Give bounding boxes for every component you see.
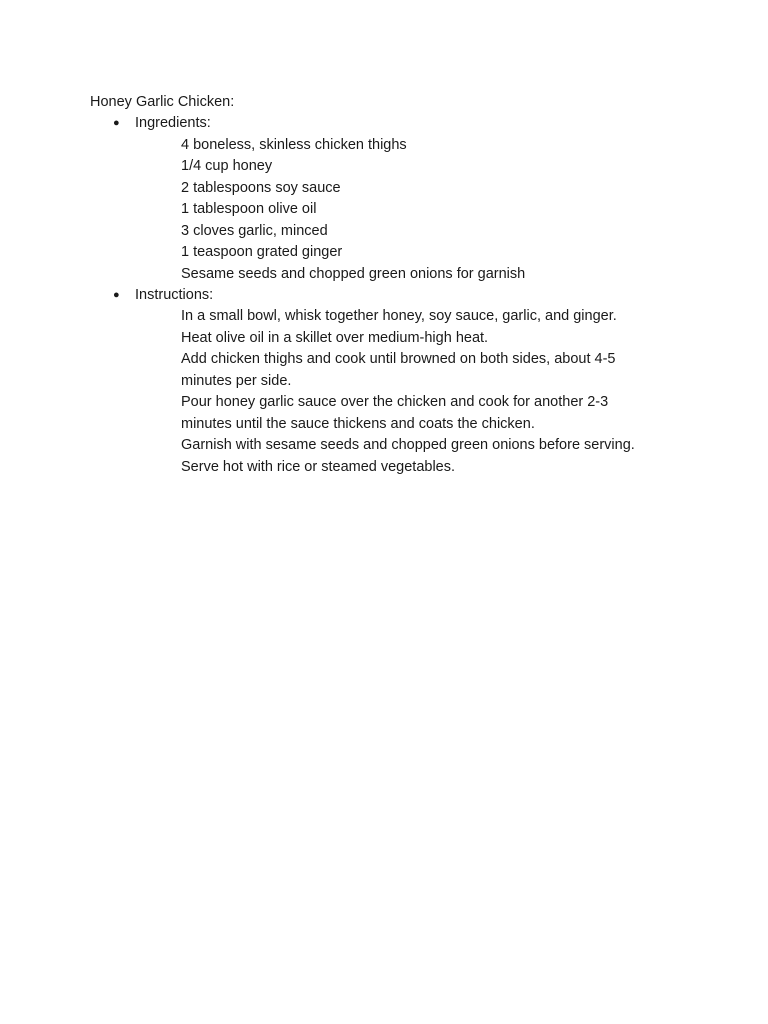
ingredient-item: 4 boneless, skinless chicken thighs [181, 136, 407, 153]
instruction-step: Pour honey garlic sauce over the chicken and cook for another 2-3 minutes until the sauce thickens and coats the chicken. [181, 394, 609, 432]
ingredient-item: 3 cloves garlic, minced [181, 222, 328, 239]
bullet-icon: ● [113, 117, 120, 129]
ingredient-item: 1 tablespoon olive oil [181, 201, 317, 217]
instruction-step: Heat olive oil in a skillet over medium-high heat. [181, 329, 489, 346]
instruction-step: In a small bowl, whisk together honey, soy sauce, garlic, and ginger. [181, 308, 617, 324]
instructions-section [0, 285, 768, 479]
instructions-header [0, 285, 768, 307]
ingredients-header [0, 113, 768, 135]
ingredient-item: 1 teaspoon grated ginger [181, 244, 343, 260]
ingredient-item: 1/4 cup honey [181, 158, 273, 174]
ingredient-item: Sesame seeds and chopped green onions for garnish [181, 265, 526, 282]
ingredient-item: 2 tablespoons soy sauce [181, 179, 341, 196]
instruction-step: Serve hot with rice or steamed vegetables. [181, 458, 456, 475]
ingredients-section [0, 113, 768, 285]
bullet-icon: ● [113, 288, 120, 301]
instructions-list [181, 306, 661, 478]
instruction-step: Add chicken thighs and cook until browned on both sides, about 4-5 minutes per side. [181, 351, 616, 389]
instruction-step: Garnish with sesame seeds and chopped green onions before serving. [181, 437, 635, 453]
ingredients-list [181, 135, 661, 286]
ingredients-label: Ingredients: [135, 115, 211, 131]
recipe-title: Honey Garlic Chicken: [90, 94, 235, 110]
instructions-label: Instructions: [135, 286, 214, 303]
